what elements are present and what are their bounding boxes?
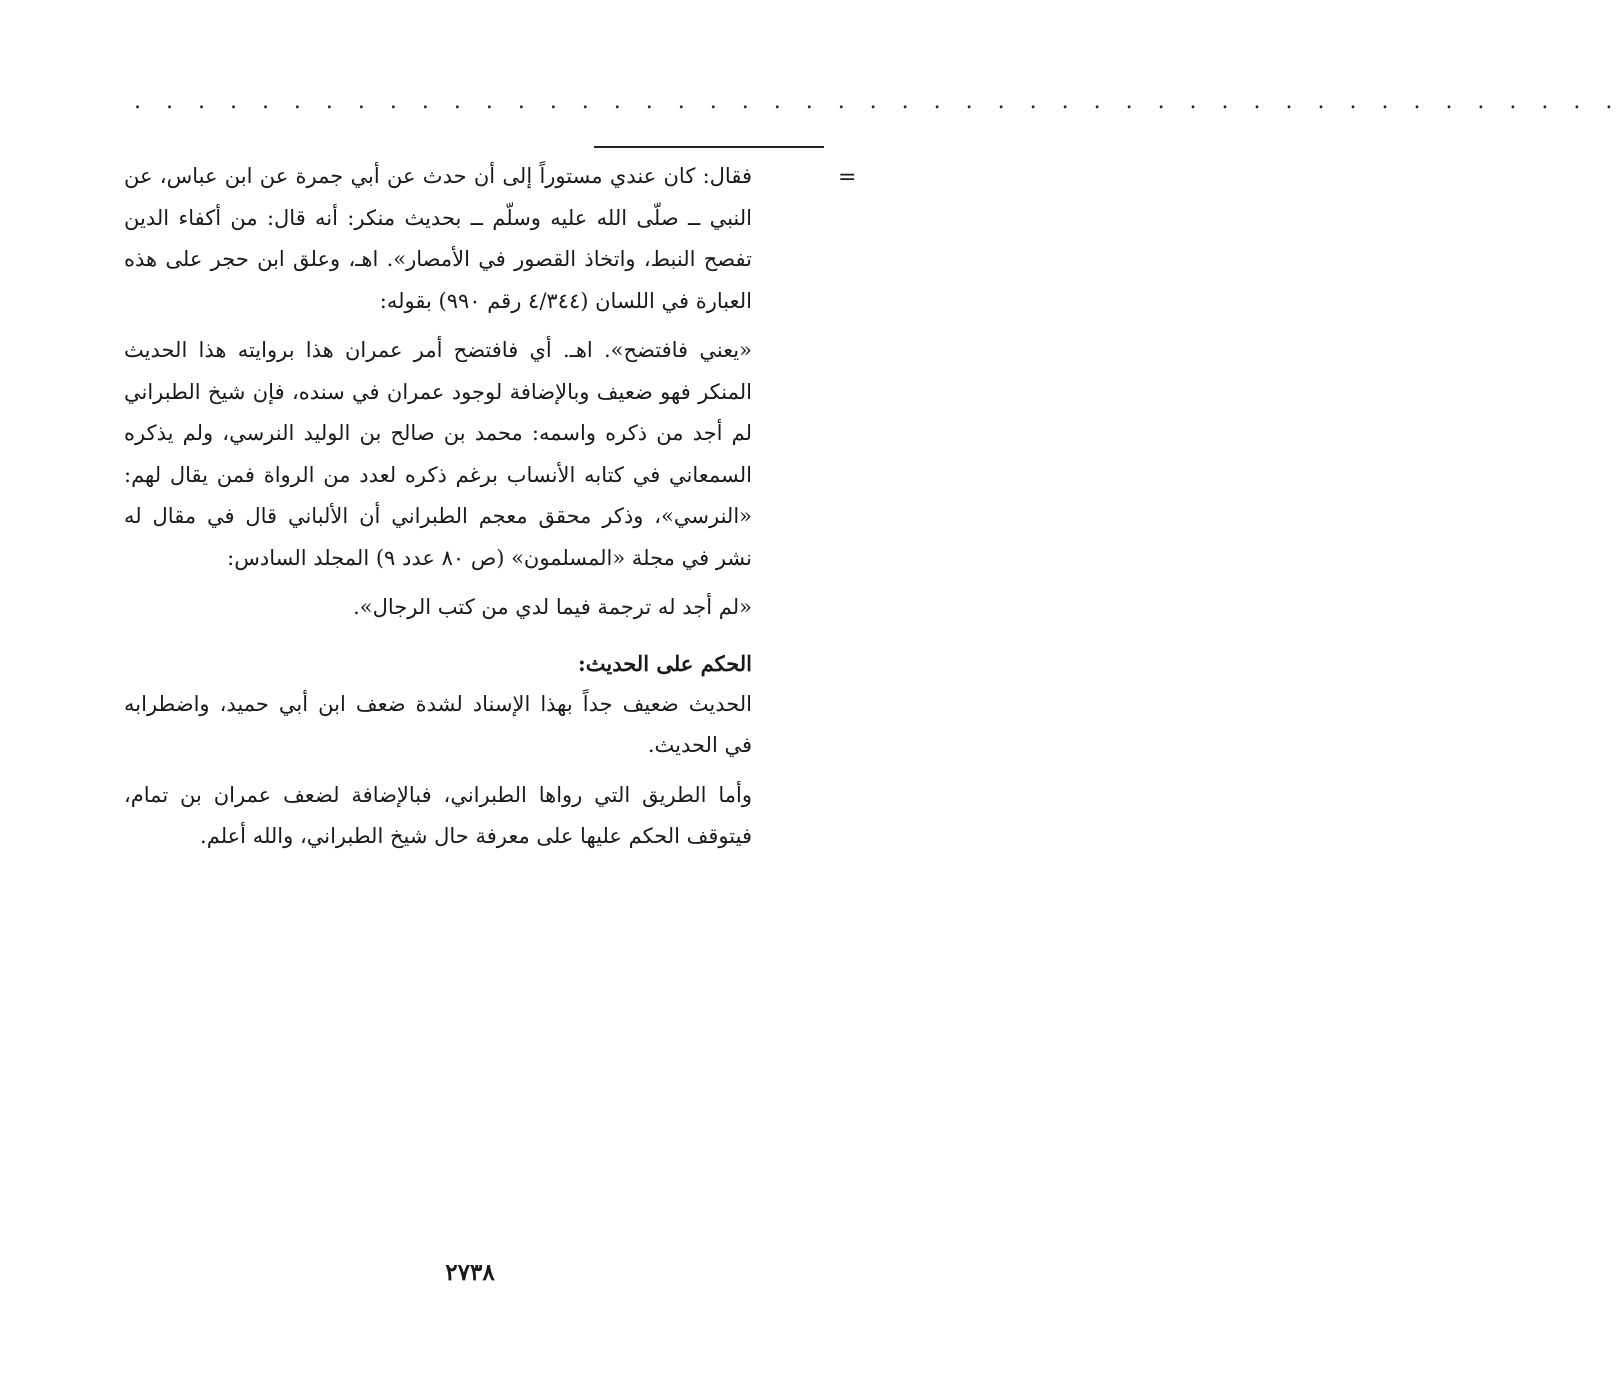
- paragraph-ruling: الحديث ضعيف جداً بهذا الإسناد لشدة ضعف ابن أبي حميد، واضطرابه في الحديث.: [124, 691, 752, 757]
- paragraph-albani-quote: «لم أجد له ترجمة فيما لدي من كتب الرجال».: [353, 595, 752, 619]
- page-number: ٢٧٣٨: [445, 1259, 495, 1286]
- page-body: [124, 156, 752, 866]
- continuation-mark: =: [838, 165, 857, 190]
- paragraph-commentary: «يعني فافتضح». اهـ. أي فافتضح أمر عمران هذا بروايته هذا الحديث المنكر فهو ضعيف وبالإضافة لوجود عمران في سنده، فإن شيخ الطبراني لم أجد من ذكره واسمه: محمد بن صالح بن الوليد النرسي، ولم يذكره السمعاني في كتابه الأنساب برغم ذكره لعدد من الرواة فمن يقال لهم: «النرسي»، وذكر محقق معجم الطبراني أن الألباني قال في مقال له نشر في مجلة «المسلمون» (ص ٨٠ عدد ٩) المجلد السادس:: [124, 338, 752, 570]
- paragraph-ruling-tabarani: وأما الطريق التي رواها الطبراني، فبالإضافة لضعف عمران بن تمام، فيتوقف الحكم عليها على معرفة حال شيخ الطبراني، والله أعلم.: [124, 782, 752, 848]
- header-rule: [594, 146, 824, 148]
- paragraph-quote-continuation: فقال: كان عندي مستوراً إلى أن حدث عن أبي جمرة عن ابن عباس، عن النبي ــ صلّى الله عليه وسلّم ــ بحديث منكر: أنه قال: من أكفاء الدين تفصح النبط، واتخاذ القصور في الأمصار». اهـ، وعلق ابن حجر على هذه العبارة في اللسان (٤/٣٤٤ رقم ٩٩٠) بقوله:: [124, 164, 752, 313]
- ruling-heading: الحكم على الحديث:: [578, 650, 752, 676]
- dotted-separator: . . . . . . . . . . . . . . . . . . . . . . . . . . . . . . . . . . . . . . . . . . . . . . .: [134, 89, 1621, 114]
